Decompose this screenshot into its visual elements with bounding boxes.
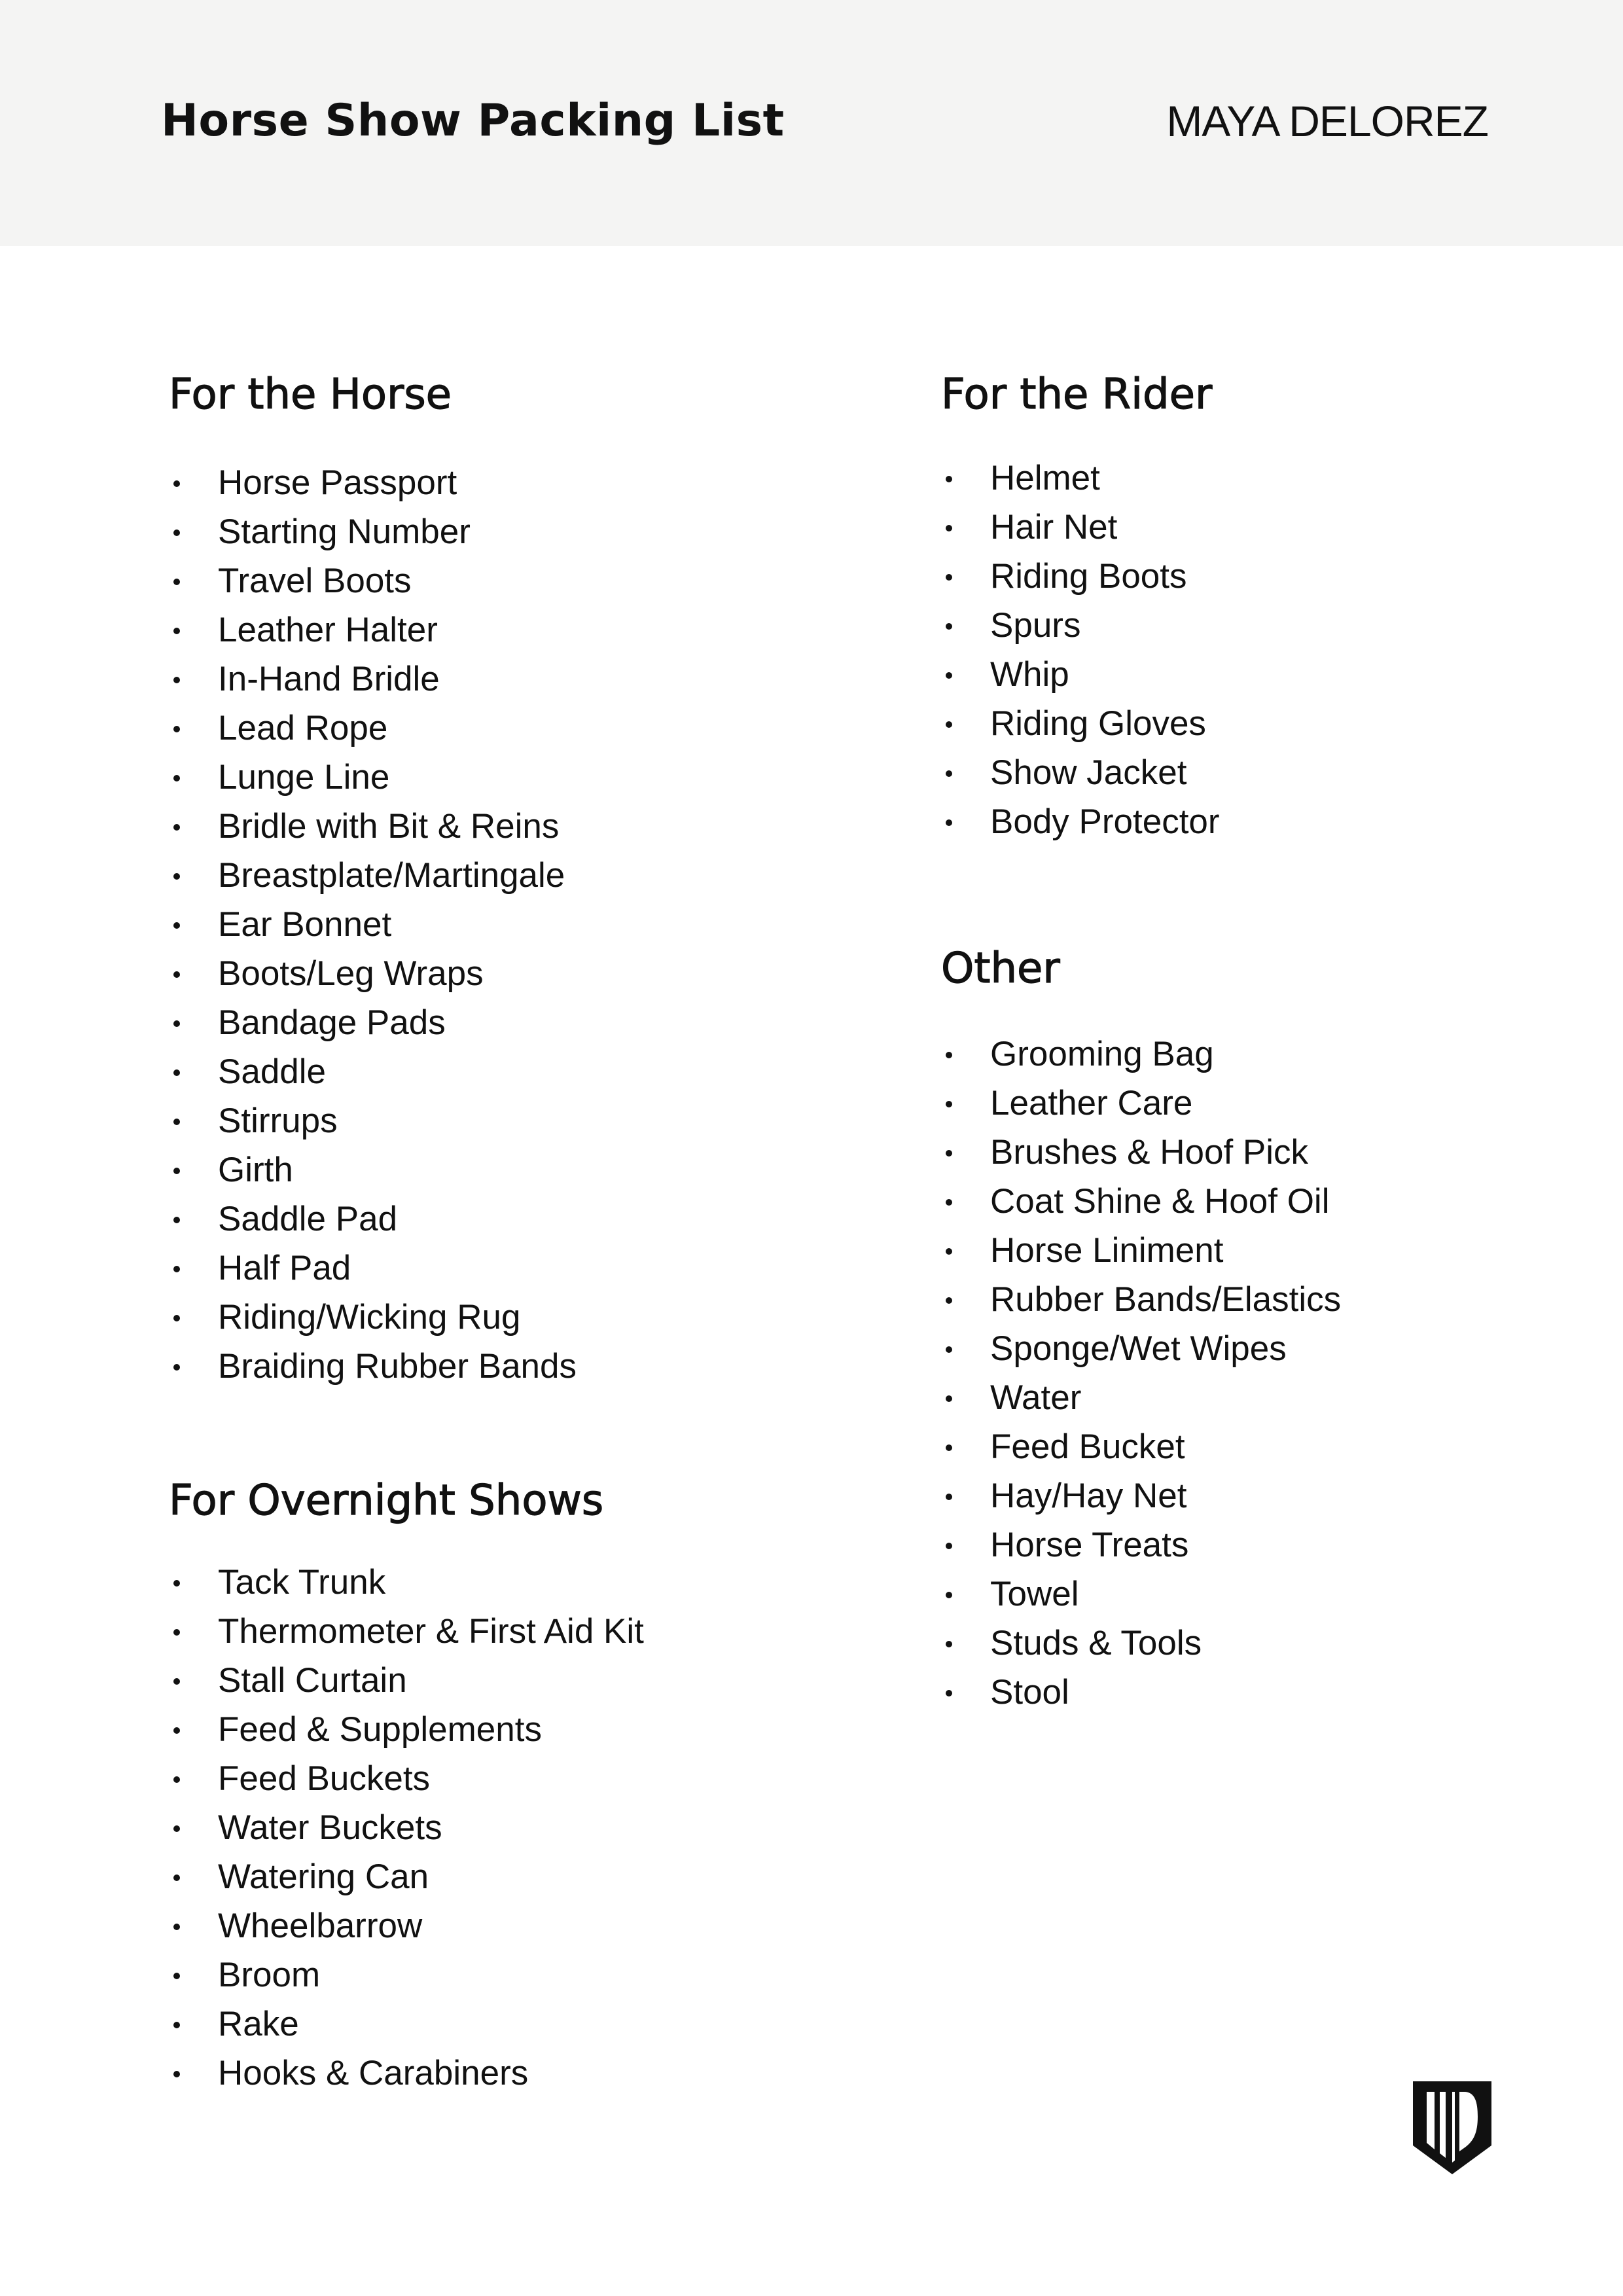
list-item: Rake: [169, 2000, 644, 2049]
list-item: Saddle Pad: [169, 1194, 577, 1244]
list-item: Starting Number: [169, 507, 577, 556]
list-item: Studs & Tools: [941, 1619, 1341, 1668]
list-item: Leather Halter: [169, 605, 577, 655]
packing-list: [169, 1558, 644, 2098]
list-item: Bandage Pads: [169, 998, 577, 1047]
list-item: Saddle: [169, 1047, 577, 1096]
list-item: Broom: [169, 1950, 644, 2000]
list-item: Wheelbarrow: [169, 1901, 644, 1950]
section-title: For Overnight Shows: [169, 1477, 604, 1525]
list-item: Feed & Supplements: [169, 1705, 644, 1754]
list-item: Riding Boots: [941, 552, 1220, 601]
list-item: Helmet: [941, 454, 1220, 503]
header-band: [0, 0, 1623, 246]
list-item: Ear Bonnet: [169, 900, 577, 949]
list-item: Lunge Line: [169, 753, 577, 802]
list-item: Lead Rope: [169, 704, 577, 753]
list-item: Hooks & Carabiners: [169, 2049, 644, 2098]
list-item: Feed Bucket: [941, 1422, 1341, 1471]
list-item: Breastplate/Martingale: [169, 851, 577, 900]
list-item: Girth: [169, 1145, 577, 1194]
list-item: Leather Care: [941, 1079, 1341, 1128]
section-title: For the Rider: [941, 370, 1213, 419]
list-item: Hair Net: [941, 503, 1220, 552]
list-item: Coat Shine & Hoof Oil: [941, 1177, 1341, 1226]
list-item: Watering Can: [169, 1852, 644, 1901]
list-item: Water Buckets: [169, 1803, 644, 1852]
list-item: Brushes & Hoof Pick: [941, 1128, 1341, 1177]
list-item: Stool: [941, 1668, 1341, 1717]
list-item: Thermometer & First Aid Kit: [169, 1607, 644, 1656]
list-item: Half Pad: [169, 1244, 577, 1293]
list-item: Boots/Leg Wraps: [169, 949, 577, 998]
list-item: Bridle with Bit & Reins: [169, 802, 577, 851]
list-item: Spurs: [941, 601, 1220, 650]
list-item: Riding Gloves: [941, 699, 1220, 748]
list-item: Horse Treats: [941, 1520, 1341, 1570]
list-item: Rubber Bands/Elastics: [941, 1275, 1341, 1324]
list-item: Hay/Hay Net: [941, 1471, 1341, 1520]
list-item: Water: [941, 1373, 1341, 1422]
section-title: For the Horse: [169, 370, 452, 419]
packing-list: [169, 458, 577, 1391]
shield-monogram-icon: [1409, 2077, 1495, 2178]
list-item: Riding/Wicking Rug: [169, 1293, 577, 1342]
section-title: Other: [941, 944, 1060, 993]
list-item: Travel Boots: [169, 556, 577, 605]
brand-name: MAYA DELOREZ: [1166, 97, 1488, 145]
packing-list: [941, 1030, 1341, 1717]
page-title: Horse Show Packing List: [161, 95, 785, 147]
list-item: Feed Buckets: [169, 1754, 644, 1803]
list-item: Body Protector: [941, 797, 1220, 846]
list-item: Braiding Rubber Bands: [169, 1342, 577, 1391]
list-item: Whip: [941, 650, 1220, 699]
packing-list: [941, 454, 1220, 846]
list-item: Towel: [941, 1570, 1341, 1619]
list-item: Horse Liniment: [941, 1226, 1341, 1275]
list-item: Grooming Bag: [941, 1030, 1341, 1079]
list-item: Show Jacket: [941, 748, 1220, 797]
list-item: Tack Trunk: [169, 1558, 644, 1607]
list-item: Horse Passport: [169, 458, 577, 507]
list-item: Sponge/Wet Wipes: [941, 1324, 1341, 1373]
list-item: In-Hand Bridle: [169, 655, 577, 704]
list-item: Stirrups: [169, 1096, 577, 1145]
list-item: Stall Curtain: [169, 1656, 644, 1705]
